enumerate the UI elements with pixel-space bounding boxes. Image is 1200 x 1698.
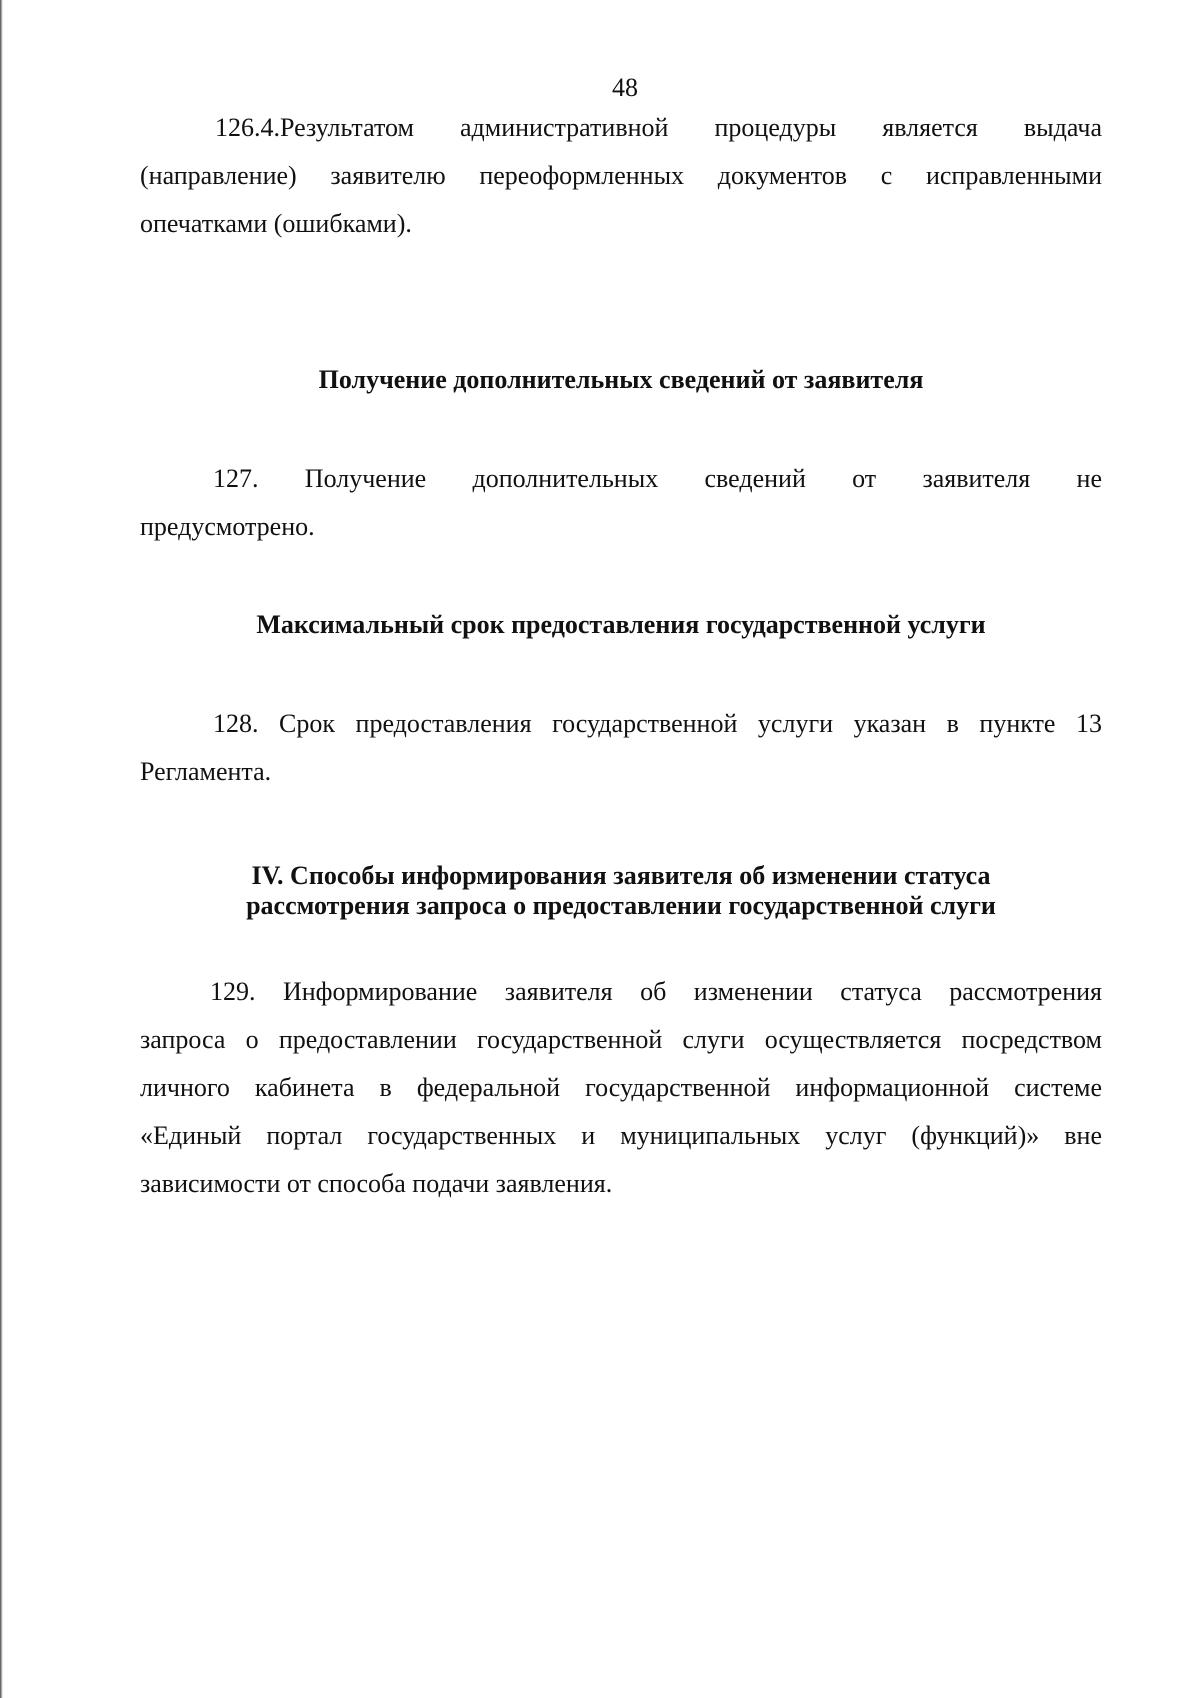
paragraph-127 [140,455,1102,551]
paragraph-line: запроса о предоставлении государственной слуги осуществляется посредством [140,1025,1102,1054]
paragraph-129 [140,968,1102,1208]
scan-left-edge [0,0,3,1698]
paragraph-line: 126.4.Результатом административной процедуры является выдача [215,113,1102,142]
paragraph-126-4 [140,104,1102,248]
paragraph-line: 127. Получение дополнительных сведений от заявителя не [213,464,1102,493]
page-number: 48 [612,73,638,102]
paragraph-line: предусмотрено. [140,512,315,541]
paragraph-line: опечатками (ошибками). [140,209,412,238]
paragraph-line: личного кабинета в федеральной государственной информационной системе [140,1073,1102,1102]
section-heading-max-term [140,610,1102,640]
heading-line: IV. Способы информирования заявителя об изменении статуса [251,861,991,890]
paragraph-line: 128. Срок предоставления государственной услуги указан в пункте 13 [213,709,1102,738]
section-heading-iv [140,861,1102,921]
paragraph-line: зависимости от способа подачи заявления. [140,1169,613,1198]
heading-line: Получение дополнительных сведений от заявителя [318,365,924,394]
heading-line: рассмотрения запроса о предоставлении государственной слуги [246,891,996,920]
paragraph-line: (направление) заявителю переоформленных документов с исправленными [140,161,1102,190]
section-heading-additional-info [140,365,1102,395]
heading-line: Максимальный срок предоставления государственной услуги [256,610,986,639]
paragraph-line: 129. Информирование заявителя об изменении статуса рассмотрения [210,977,1102,1006]
paragraph-line: «Единый портал государственных и муниципальных услуг (функций)» вне [140,1121,1102,1150]
paragraph-128 [140,700,1102,796]
paragraph-line: Регламента. [140,757,272,786]
